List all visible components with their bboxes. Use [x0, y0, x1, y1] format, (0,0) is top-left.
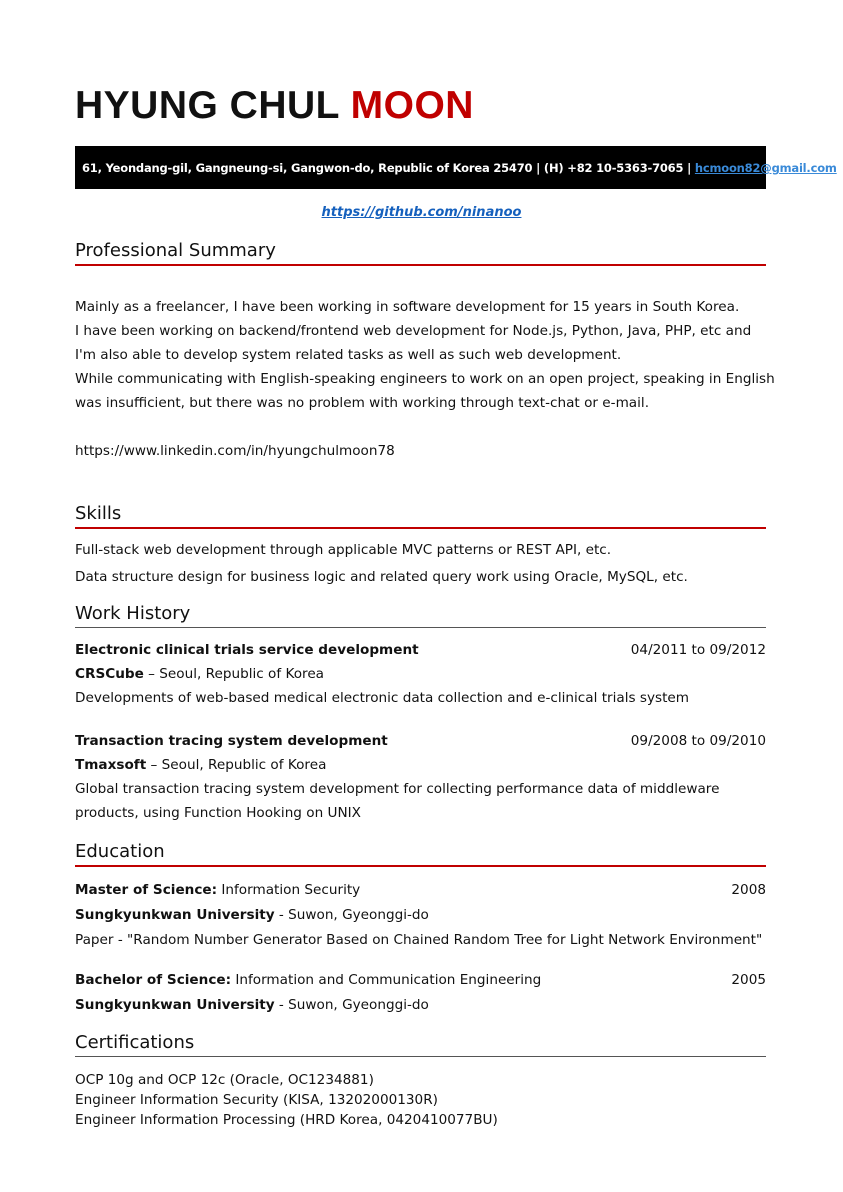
job-company: Tmaxsoft	[75, 757, 147, 773]
job-desc: Developments of web-based medical electronic data collection and e-clinical trials system	[75, 690, 690, 706]
summary-line: I'm also able to develop system related tasks as well as such web development.	[75, 347, 622, 363]
skills-list	[75, 537, 766, 591]
summary-line: While communicating with English-speaking engineers to work on an open project, speaking in English	[75, 371, 775, 387]
email-link[interactable]: hcmoon82@gmail.com	[694, 161, 837, 175]
job-role: Transaction tracing system development	[75, 733, 388, 749]
degree: Bachelor of Science:	[75, 972, 232, 988]
school: Sungkyunkwan University	[75, 907, 275, 923]
cert-item: Engineer Information Security (KISA, 13202000130R)	[75, 1092, 438, 1108]
skill-item: Full-stack web development through applicable MVC patterns or REST API, etc.	[75, 542, 612, 558]
job-company: CRSCube	[75, 666, 144, 682]
job-dates: 04/2011 to 09/2012	[630, 642, 766, 658]
education-entry	[75, 968, 766, 1018]
job-location: – Seoul, Republic of Korea	[143, 666, 325, 682]
education-heading: Education	[75, 841, 766, 867]
school: Sungkyunkwan University	[75, 997, 275, 1013]
summary-line: I have been working on backend/frontend web development for Node.js, Python, Java, PHP, etc and	[75, 323, 752, 339]
cert-list	[75, 1070, 766, 1130]
education-entry	[75, 878, 766, 953]
last-name: MOON	[350, 84, 474, 127]
job-location: – Seoul, Republic of Korea	[146, 757, 327, 773]
job-dates: 09/2008 to 09/2010	[630, 733, 766, 749]
cert-item: Engineer Information Processing (HRD Korea, 0420410077BU)	[75, 1112, 498, 1128]
github-row	[0, 205, 843, 220]
summary-line: Mainly as a freelancer, I have been working in software development for 15 years in South Korea.	[75, 299, 740, 315]
skill-item: Data structure design for business logic and related query work using Oracle, MySQL, etc.	[75, 569, 688, 585]
summary-heading: Professional Summary	[75, 240, 766, 266]
candidate-name	[75, 84, 474, 128]
job-desc: Global transaction tracing system development for collecting performance data of middleware	[75, 781, 720, 797]
edu-year: 2005	[731, 972, 766, 988]
edu-year: 2008	[731, 882, 766, 898]
linkedin-url: https://www.linkedin.com/in/hyungchulmoon78	[75, 443, 395, 459]
contact-bar	[75, 146, 837, 189]
skills-heading: Skills	[75, 503, 766, 529]
school-location: - Suwon, Gyeonggi-do	[274, 997, 429, 1013]
contact-info: 61, Yeondang-gil, Gangneung-si, Gangwon-do, Republic of Korea 25470 | (H) +82 10-5363-7065 |	[82, 161, 695, 175]
summary-text	[75, 295, 775, 463]
github-link[interactable]: https://github.com/ninanoo	[321, 205, 522, 220]
first-name: HYUNG CHUL	[75, 84, 340, 127]
school-location: - Suwon, Gyeonggi-do	[274, 907, 429, 923]
paper: Paper - "Random Number Generator Based on Chained Random Tree for Light Network Environment"	[75, 932, 763, 948]
field: Information and Communication Engineering	[231, 972, 542, 988]
job-role: Electronic clinical trials service development	[75, 642, 419, 658]
cert-item: OCP 10g and OCP 12c (Oracle, OC1234881)	[75, 1072, 374, 1088]
degree: Master of Science:	[75, 882, 218, 898]
summary-line: was insufficient, but there was no problem with working through text-chat or e-mail.	[75, 395, 650, 411]
certifications-heading: Certifications	[75, 1032, 766, 1057]
job-desc: products, using Function Hooking on UNIX	[75, 805, 361, 821]
work-heading: Work History	[75, 603, 766, 628]
field: Information Security	[217, 882, 361, 898]
